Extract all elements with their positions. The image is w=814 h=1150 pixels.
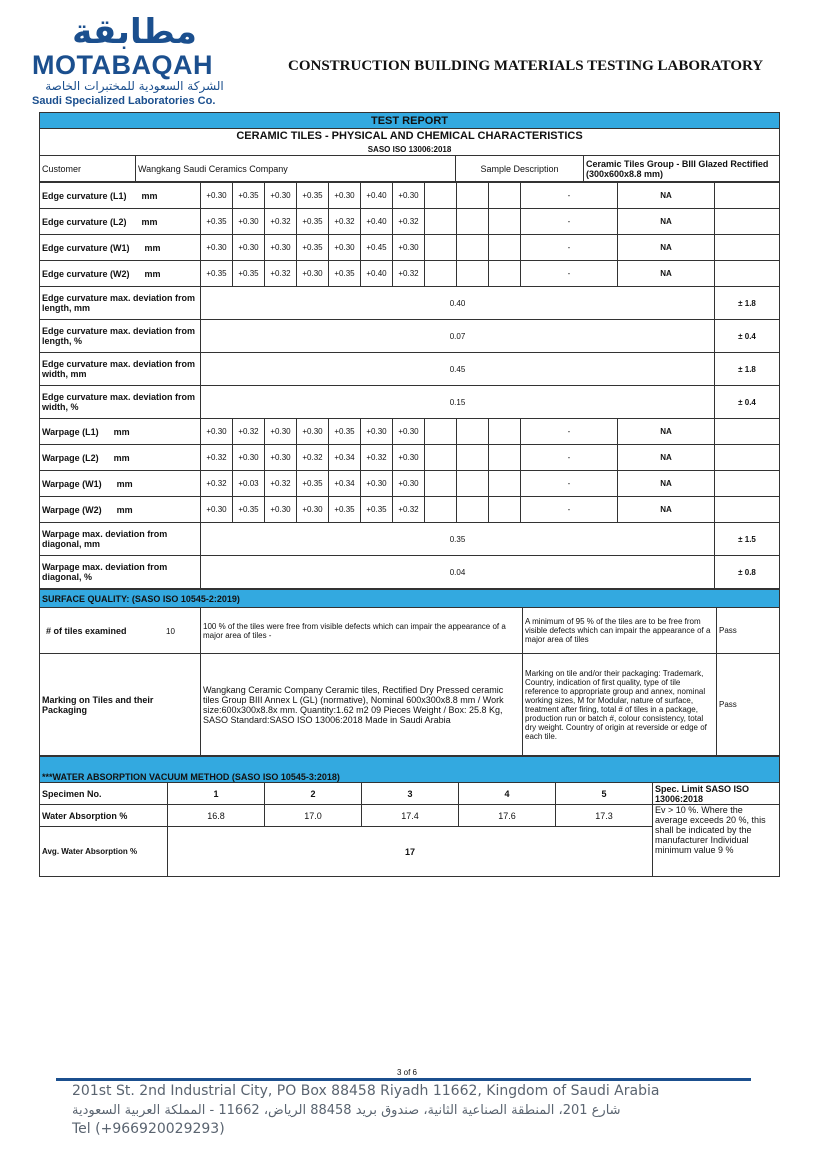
footer-address — [72, 1082, 659, 1139]
measurement-value: +0.32 — [393, 209, 425, 235]
measurement-label: Warpage (W2) mm — [40, 497, 201, 523]
tiles-examined-result: 100 % of the tiles were free from visible defects which can impair the appearance of a major area of tiles - — [201, 608, 523, 654]
measurement-value: +0.35 — [329, 419, 361, 445]
measurement-row — [40, 523, 780, 556]
footer-divider — [56, 1078, 751, 1081]
empty-cell — [457, 445, 489, 471]
measurement-label: Warpage (L2) mm — [40, 445, 201, 471]
measurement-label: Warpage max. deviation from diagonal, % — [40, 556, 201, 589]
specimen-number: 3 — [362, 783, 459, 805]
empty-cell — [489, 471, 521, 497]
empty-cell — [489, 183, 521, 209]
measurement-value: +0.32 — [201, 445, 233, 471]
empty-cell — [489, 209, 521, 235]
measurement-value: +0.30 — [201, 183, 233, 209]
empty-cell — [715, 445, 780, 471]
measurement-spec: NA — [618, 261, 715, 287]
empty-cell — [715, 419, 780, 445]
water-absorption-label: Water Absorption % — [40, 805, 168, 827]
measurement-value: +0.30 — [265, 419, 297, 445]
test-report — [39, 112, 779, 877]
empty-cell — [457, 497, 489, 523]
measurement-label: Warpage (W1) mm — [40, 471, 201, 497]
measurement-value: +0.30 — [361, 471, 393, 497]
measurement-value: +0.40 — [361, 261, 393, 287]
measurement-result: - — [521, 183, 618, 209]
measurement-value: +0.32 — [265, 261, 297, 287]
measurement-spec: NA — [618, 471, 715, 497]
avg-absorption-label: Avg. Water Absorption % — [40, 827, 168, 877]
measurement-label: Edge curvature (L2) mm — [40, 209, 201, 235]
company-logo — [32, 12, 237, 108]
specimen-number: 2 — [265, 783, 362, 805]
report-standard: SASO ISO 13006:2018 — [40, 144, 780, 156]
absorption-value: 17.4 — [362, 805, 459, 827]
measurement-value: +0.35 — [233, 261, 265, 287]
measurement-label: Edge curvature max. deviation from length, mm — [40, 287, 201, 320]
measurement-spec: ± 0.8 — [715, 556, 780, 589]
measurement-value: +0.30 — [265, 497, 297, 523]
measurement-value: +0.30 — [297, 497, 329, 523]
measurement-result: - — [521, 261, 618, 287]
specimen-number: 4 — [459, 783, 556, 805]
measurement-value: +0.40 — [361, 183, 393, 209]
measurement-value: +0.40 — [361, 209, 393, 235]
empty-cell — [715, 235, 780, 261]
measurement-spec: NA — [618, 235, 715, 261]
measurement-value: +0.03 — [233, 471, 265, 497]
empty-cell — [489, 261, 521, 287]
measurement-row — [40, 183, 780, 209]
report-title: CERAMIC TILES - PHYSICAL AND CHEMICAL CHARACTERISTICS — [40, 129, 780, 144]
measurement-value: +0.30 — [297, 261, 329, 287]
sample-description-label: Sample Description — [456, 156, 584, 182]
footer-address-english: 201st St. 2nd Industrial City, PO Box 88458 Riyadh 11662, Kingdom of Saudi Arabia — [72, 1083, 660, 1099]
measurement-value: +0.32 — [393, 497, 425, 523]
measurement-value: +0.30 — [329, 235, 361, 261]
empty-cell — [425, 209, 457, 235]
measurement-value: +0.30 — [393, 419, 425, 445]
empty-cell — [457, 183, 489, 209]
empty-cell — [457, 261, 489, 287]
measurement-value: +0.35 — [233, 497, 265, 523]
empty-cell — [489, 445, 521, 471]
measurement-row — [40, 497, 780, 523]
marking-spec: Marking on tile and/or their packaging: Trademark, Country, indication of first quality, type of tile reference to appropriate group and annex, nominal working sizes, M for Modular, nature of surface, treatment after firing, total # of tiles in a package, production run or batch #, colour consistency, total dry weight. Country of origin at reverside or edge of each tile. — [523, 654, 717, 756]
measurement-value: +0.35 — [329, 261, 361, 287]
sample-description-value: Ceramic Tiles Group - BIII Glazed Rectified (300x600x8.8 mm) — [584, 156, 780, 182]
empty-cell — [457, 209, 489, 235]
measurement-row — [40, 353, 780, 386]
empty-cell — [489, 497, 521, 523]
surface-quality-table — [39, 589, 780, 756]
tiles-examined-cell — [40, 608, 201, 654]
absorption-value: 17.6 — [459, 805, 556, 827]
measurement-spec: NA — [618, 445, 715, 471]
measurement-label: Edge curvature (W2) mm — [40, 261, 201, 287]
empty-cell — [715, 471, 780, 497]
absorption-value: 17.0 — [265, 805, 362, 827]
empty-cell — [489, 419, 521, 445]
measurement-label: Edge curvature max. deviation from width, mm — [40, 353, 201, 386]
measurement-value: +0.35 — [201, 261, 233, 287]
measurement-row — [40, 471, 780, 497]
water-absorption-table — [39, 756, 780, 877]
empty-cell — [425, 261, 457, 287]
tiles-examined-label: # of tiles examined — [46, 625, 127, 636]
measurement-result: - — [521, 497, 618, 523]
measurement-spec: ± 1.8 — [715, 287, 780, 320]
measurement-value: +0.30 — [201, 419, 233, 445]
measurement-value: +0.35 — [329, 497, 361, 523]
measurement-value: +0.35 — [297, 209, 329, 235]
report-header-table — [39, 112, 780, 182]
measurement-spec: ± 1.5 — [715, 523, 780, 556]
measurement-row — [40, 261, 780, 287]
measurement-row — [40, 445, 780, 471]
specimen-label: Specimen No. — [40, 783, 168, 805]
marking-result: Wangkang Ceramic Company Ceramic tiles, Rectified Dry Pressed ceramic tiles Group BIII Annex L (GL) (normative), Nominal 600x300x8.8 mm / Work size:600x300x8.8x mm. Quantity:1.62 m2 09 Pieces Weight / Box: 25.8 Kg, SASO Standard:SASO ISO 13006:2018 Made in Saudi Arabia — [201, 654, 523, 756]
measurement-value: +0.30 — [201, 497, 233, 523]
measurement-label: Edge curvature max. deviation from length, % — [40, 320, 201, 353]
measurement-value: +0.34 — [329, 445, 361, 471]
empty-cell — [425, 445, 457, 471]
page-number: 3 of 6 — [396, 1068, 417, 1077]
measurement-value: +0.30 — [361, 419, 393, 445]
measurement-value: +0.30 — [393, 471, 425, 497]
measurement-value: +0.30 — [265, 235, 297, 261]
measurement-label: Edge curvature (L1) mm — [40, 183, 201, 209]
measurement-merged-value: 0.15 — [201, 386, 715, 419]
customer-value: Wangkang Saudi Ceramics Company — [136, 156, 456, 182]
measurement-value: +0.35 — [201, 209, 233, 235]
empty-cell — [425, 183, 457, 209]
specimen-number: 1 — [168, 783, 265, 805]
measurement-value: +0.32 — [329, 209, 361, 235]
measurement-spec: ± 1.8 — [715, 353, 780, 386]
customer-label: Customer — [40, 156, 136, 182]
measurement-result: - — [521, 471, 618, 497]
absorption-value: 17.3 — [556, 805, 653, 827]
measurement-row — [40, 209, 780, 235]
empty-cell — [425, 471, 457, 497]
measurement-value: +0.32 — [361, 445, 393, 471]
measurement-result: - — [521, 419, 618, 445]
empty-cell — [457, 471, 489, 497]
measurement-label: Warpage (L1) mm — [40, 419, 201, 445]
measurement-value: +0.32 — [265, 209, 297, 235]
empty-cell — [425, 235, 457, 261]
measurement-value: +0.30 — [233, 209, 265, 235]
measurement-label: Edge curvature max. deviation from width, % — [40, 386, 201, 419]
measurement-value: +0.34 — [329, 471, 361, 497]
measurement-spec: NA — [618, 497, 715, 523]
footer-address-arabic: شارع 201، المنطقة الصناعية الثانية، صندوق بريد 88458 الرياض، 11662 - المملكة العربية السعودية — [72, 1103, 621, 1118]
measurement-row — [40, 419, 780, 445]
measurement-result: - — [521, 445, 618, 471]
measurement-row — [40, 386, 780, 419]
measurement-value: +0.30 — [265, 445, 297, 471]
empty-cell — [457, 235, 489, 261]
marking-label: Marking on Tiles and their Packaging — [40, 654, 201, 756]
avg-absorption-value: 17 — [168, 827, 653, 877]
measurement-value: +0.32 — [393, 261, 425, 287]
measurement-value: +0.35 — [233, 183, 265, 209]
measurement-value: +0.32 — [297, 445, 329, 471]
measurement-row — [40, 320, 780, 353]
measurement-value: +0.32 — [265, 471, 297, 497]
absorption-spec-text: Ev > 10 %. Where the average exceeds 20 %, this shall be indicated by the manufacturer Individual minimum value 9 % — [653, 805, 780, 877]
measurement-value: +0.35 — [361, 497, 393, 523]
measurement-value: +0.30 — [393, 235, 425, 261]
tiles-examined-count: 10 — [166, 626, 175, 636]
water-absorption-heading: ***WATER ABSORPTION VACUUM METHOD (SASO ISO 10545-3:2018) — [40, 757, 780, 783]
marking-status: Pass — [717, 654, 780, 756]
empty-cell — [425, 419, 457, 445]
measurement-value: +0.32 — [233, 419, 265, 445]
measurement-spec: ± 0.4 — [715, 386, 780, 419]
logo-arabic-subtitle: الشركة السعودية للمختبرات الخاصة — [45, 79, 224, 93]
empty-cell — [425, 497, 457, 523]
measurement-result: - — [521, 209, 618, 235]
empty-cell — [457, 419, 489, 445]
measurement-value: +0.30 — [393, 445, 425, 471]
measurement-spec: NA — [618, 209, 715, 235]
measurement-row — [40, 556, 780, 589]
measurement-value: +0.30 — [393, 183, 425, 209]
measurement-value: +0.35 — [297, 471, 329, 497]
measurement-row — [40, 235, 780, 261]
measurement-merged-value: 0.07 — [201, 320, 715, 353]
empty-cell — [715, 261, 780, 287]
measurement-row — [40, 287, 780, 320]
logo-name: MOTABAQAH — [32, 50, 213, 80]
measurement-merged-value: 0.45 — [201, 353, 715, 386]
spec-limit-header: Spec. Limit SASO ISO 13006:2018 — [653, 783, 780, 805]
measurement-value: +0.30 — [201, 235, 233, 261]
measurement-value: +0.30 — [329, 183, 361, 209]
empty-cell — [715, 183, 780, 209]
measurement-value: +0.35 — [297, 235, 329, 261]
measurement-merged-value: 0.35 — [201, 523, 715, 556]
empty-cell — [715, 497, 780, 523]
measurement-value: +0.30 — [233, 445, 265, 471]
measurement-value: +0.35 — [297, 183, 329, 209]
page-header-title: CONSTRUCTION BUILDING MATERIALS TESTING LABORATORY — [288, 58, 764, 74]
measurement-label: Edge curvature (W1) mm — [40, 235, 201, 261]
tiles-examined-status: Pass — [717, 608, 780, 654]
surface-quality-heading: SURFACE QUALITY: (SASO ISO 10545-2:2019) — [40, 590, 780, 608]
measurement-value: +0.30 — [233, 235, 265, 261]
logo-arabic: مطابقة — [72, 12, 197, 52]
measurement-value: +0.32 — [201, 471, 233, 497]
measurement-value: +0.45 — [361, 235, 393, 261]
measurement-result: - — [521, 235, 618, 261]
measurement-value: +0.30 — [265, 183, 297, 209]
empty-cell — [489, 235, 521, 261]
empty-cell — [715, 209, 780, 235]
specimen-number: 5 — [556, 783, 653, 805]
absorption-value: 16.8 — [168, 805, 265, 827]
measurement-merged-value: 0.40 — [201, 287, 715, 320]
measurement-value: +0.30 — [297, 419, 329, 445]
report-heading: TEST REPORT — [40, 113, 780, 129]
logo-english-subtitle: Saudi Specialized Laboratories Co. — [32, 95, 216, 107]
measurement-merged-value: 0.04 — [201, 556, 715, 589]
measurement-label: Warpage max. deviation from diagonal, mm — [40, 523, 201, 556]
tiles-examined-spec: A minimum of 95 % of the tiles are to be free from visible defects which can impair the appearance of a major area of tiles — [523, 608, 717, 654]
measurement-table — [39, 182, 780, 589]
measurement-spec: NA — [618, 419, 715, 445]
footer-telephone: Tel (+966920029293) — [72, 1121, 225, 1137]
measurement-spec: NA — [618, 183, 715, 209]
measurement-spec: ± 0.4 — [715, 320, 780, 353]
